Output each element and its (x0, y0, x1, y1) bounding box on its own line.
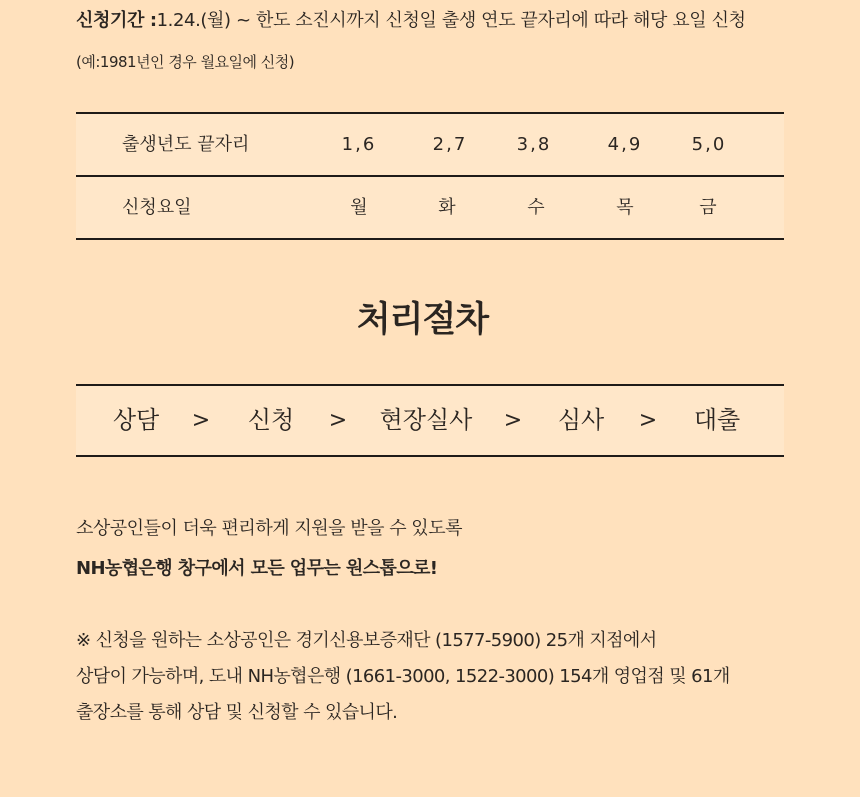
process-title: 처리절차 (356, 300, 489, 340)
cell-value: 3,8 (516, 134, 552, 155)
intro-emphasis: NH농협은행 창구에서 모든 업무는 원스톱으로! (76, 558, 438, 579)
note-line-1: ※ 신청을 원하는 소상공인은 경기신용보증재단 (1577-5900) 25개 지점에서 (76, 630, 657, 651)
row-header-birth-year: 출생년도 끝자리 (122, 134, 250, 155)
process-step-apply: 신청 (247, 406, 295, 434)
note-line-3: 출장소를 통해 상담 및 신청할 수 있습니다. (76, 702, 398, 723)
table-row-birth-year (76, 114, 784, 175)
chevron-right-icon: > (503, 408, 523, 433)
row-header-weekday: 신청요일 (122, 197, 192, 218)
note-line-2: 상담이 가능하며, 도내 NH농협은행 (1661-3000, 1522-3000) 154개 영업점 및 61개 (76, 666, 730, 687)
cell-value: 1,6 (341, 134, 377, 155)
process-step-site-inspection: 현장실사 (379, 406, 473, 434)
chevron-right-icon: > (191, 408, 211, 433)
schedule-table (76, 112, 784, 240)
chevron-right-icon: > (638, 408, 658, 433)
cell-value: 금 (699, 197, 717, 218)
chevron-right-icon: > (328, 408, 348, 433)
cell-value: 2,7 (432, 134, 468, 155)
cell-value: 화 (438, 197, 456, 218)
intro-text: 소상공인들이 더욱 편리하게 지원을 받을 수 있도록 (76, 518, 462, 539)
process-step-loan: 대출 (693, 406, 741, 434)
cell-value: 월 (350, 197, 368, 218)
application-period-label: 신청기간 : (76, 10, 157, 31)
cell-value: 4,9 (607, 134, 643, 155)
cell-value: 5,0 (691, 134, 727, 155)
application-period-text: 1.24.(월) ~ 한도 소진시까지 신청일 출생 연도 끝자리에 따라 해당 요일 신청 (156, 10, 746, 31)
process-step-consult: 상담 (112, 406, 160, 434)
process-steps (76, 384, 784, 457)
cell-value: 목 (616, 197, 634, 218)
cell-value: 수 (527, 197, 545, 218)
process-step-review: 심사 (557, 406, 605, 434)
application-example: (예:1981년인 경우 월요일에 신청) (76, 53, 295, 71)
application-period (76, 6, 746, 32)
table-row-weekday (76, 175, 784, 238)
